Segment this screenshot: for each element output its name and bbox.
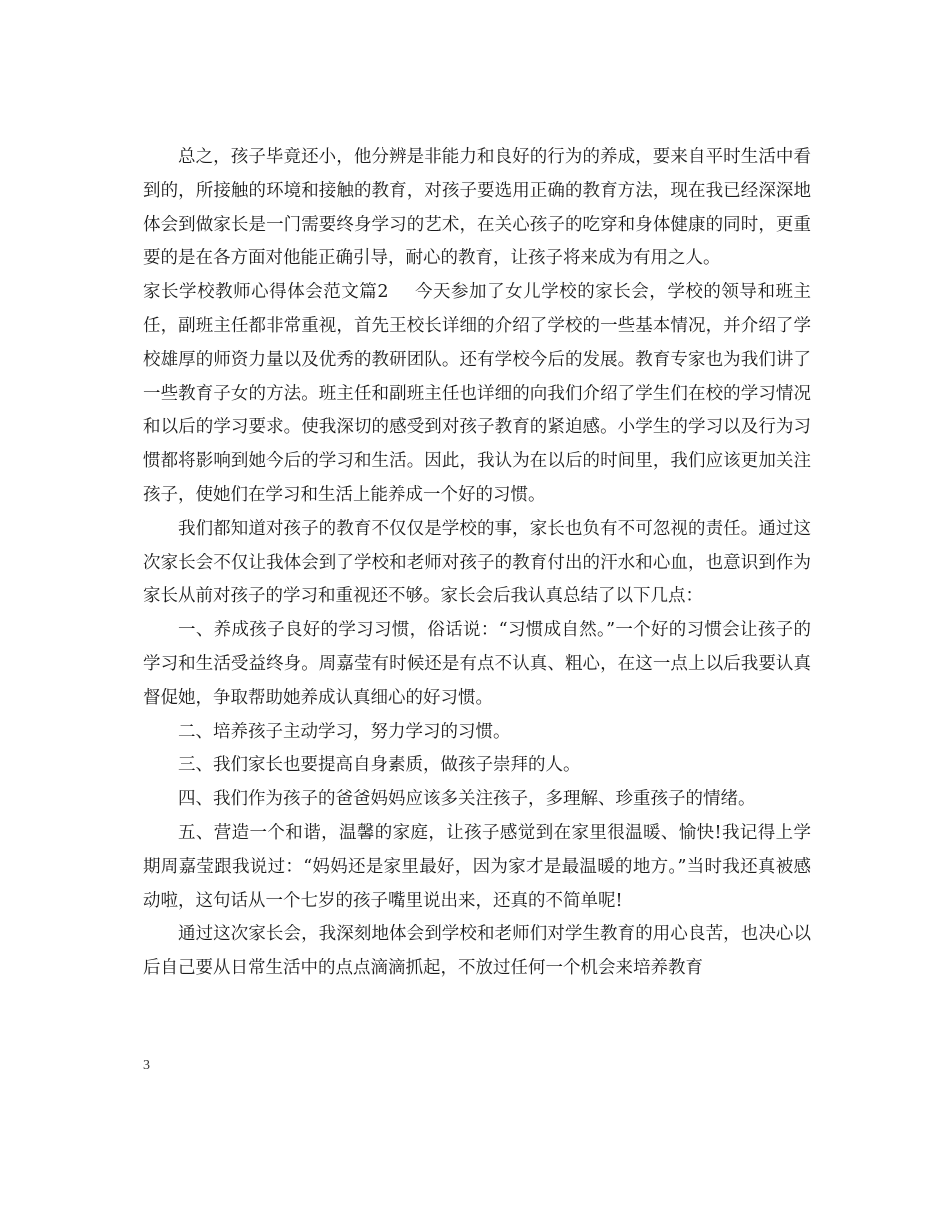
paragraph-conclusion: 总之，孩子毕竟还小，他分辨是非能力和良好的行为的养成，要来自平时生活中看到的，所接触的环境和接触的教育，对孩子要选用正确的教育方法，现在我已经深深地体会到做家长是一门需要终身学习的艺术，在关心孩子的吃穿和身体健康的同时，更重要的是在各方面对他能正确引导，耐心的教育，让孩子将来成为有用之人。: [143, 147, 811, 269]
page-number: 3: [143, 1058, 150, 1073]
paragraph-closing: 通过这次家长会，我深刻地体会到学校和老师们对学生教育的用心良苦，也决心以后自己要从日常生活中的点点滴滴抓起，不放过任何一个机会来培养教育: [143, 924, 811, 979]
list-item-4: 四、我们作为孩子的爸爸妈妈应该多关注孩子，多理解、珍重孩子的情绪。: [178, 789, 756, 810]
list-item-3: 三、我们家长也要提高自身素质，做孩子崇拜的人。: [178, 755, 581, 776]
list-item-2: 二、培养孩子主动学习，努力学习的习惯。: [178, 721, 511, 742]
section-paragraph: [143, 276, 811, 513]
paragraph-responsibility: 我们都知道对孩子的教育不仅仅是学校的事，家长也负有不可忽视的责任。通过这次家长会不仅让我体会到了学校和老师对孩子的教育付出的汗水和心血，也意识到作为家长从前对孩子的学习和重视还不够。家长会后我认真总结了以下几点：: [143, 518, 811, 607]
list-item-5: 五、营造一个和谐，温馨的家庭，让孩子感觉到在家里很温暖、愉快!我记得上学期周嘉莹跟我说过：“妈妈还是家里最好，因为家才是最温暖的地方。”当时我还真被感动啦，这句话从一个七岁的孩子嘴里说出来，还真的不简单呢!: [143, 822, 811, 911]
section-title: 家长学校教师心得体会范文篇2: [143, 282, 389, 303]
section-body: 今天参加了女儿学校的家长会，学校的领导和班主任，副班主任都非常重视，首先王校长详细的介绍了学校的一些基本情况，并介绍了学校雄厚的师资力量以及优秀的教研团队。还有学校今后的发展。教育专家也为我们讲了一些教育子女的方法。班主任和副班主任也详细的向我们介绍了学生们在校的学习情况和以后的学习要求。使我深切的感受到对孩子教育的紧迫感。小学生的学习以及行为习惯都将影响到她今后的学习和生活。因此，我认为在以后的时间里，我们应该更加关注孩子，使她们在学习和生活上能养成一个好的习惯。: [143, 282, 811, 505]
list-item-1: 一、养成孩子良好的学习习惯，俗话说：“习惯成自然。”一个好的习惯会让孩子的学习和生活受益终身。周嘉莹有时候还是有点不认真、粗心，在这一点上以后我要认真督促她，争取帮助她养成认真细心的好习惯。: [143, 620, 811, 708]
document-body: [143, 141, 811, 986]
